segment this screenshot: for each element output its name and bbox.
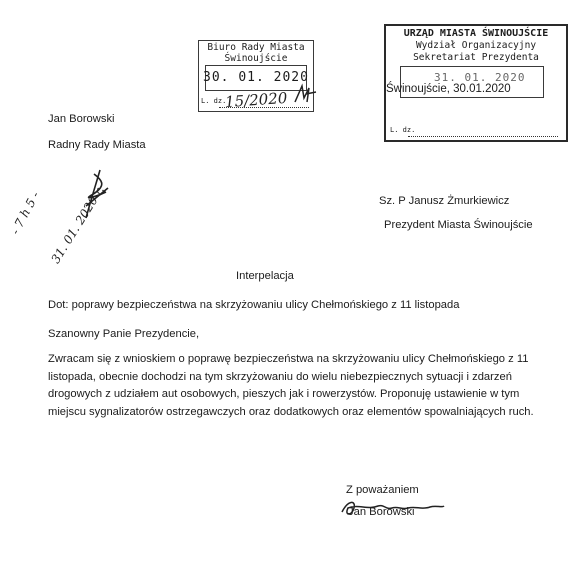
document-title: Interpelacja [236,270,294,282]
recipient-line1: Sz. P Janusz Żmurkiewicz [379,195,510,207]
body-line: miejscu sygnalizatorów ostrzegawczych oraz dodatkowych oraz elementów spowalniających ruch. [48,405,534,418]
stamp-biuro-date: 30. 01. 2020 [203,70,309,85]
stamp-urzad-ldz-label: L. dz. [390,126,416,134]
sender-name: Jan Borowski [48,113,115,125]
sender-role: Radny Rady Miasta [48,139,146,151]
handwritten-note-line2: 31. 01. 2020 r. [48,183,108,266]
stamp-urzad-line2: Wydział Organizacyjny [415,40,537,51]
place-date: Świnoujście, 30.01.2020 [386,83,511,95]
initials-scribble-icon [292,82,318,106]
signature-name: Jan Borowski [348,506,415,518]
handwritten-note-line1: - 7 h 5 - [8,189,43,237]
body-paragraph [48,351,534,421]
stamp-urzad-line3: Sekretariat Prezydenta [413,52,539,63]
closing: Z poważaniem [346,484,419,496]
stamp-biuro-ldz-handwritten: 15/2020 [224,88,288,112]
body-line: listopada, obecnie dochodzi na tym skrzyżowaniu do wielu niebezpiecznych sytuacji i zdarzeń [48,370,512,383]
body-line: drogowych z udziałem aut osobowych, pieszych jak i rowerzystów. Proponuję ustawienie w tym [48,388,520,400]
stamp-biuro-line2: Świnoujście [224,53,288,64]
stamp-urzad-ldz-line [408,136,558,137]
stamp-urzad-line1: URZĄD MIASTA ŚWINOUJŚCIE [403,28,549,39]
signature-scribble-icon [78,166,112,226]
recipient-line2: Prezydent Miasta Świnoujście [384,219,533,231]
stamp-urzad-date: 31. 01. 2020 [434,71,526,84]
stamp-biuro-ldz-label: L. dz. [201,97,227,105]
subject-line: Dot: poprawy bezpieczeństwa na skrzyżowaniu ulicy Chełmońskiego z 11 listopada [48,299,460,311]
stamp-biuro-line1: Biuro Rady Miasta [207,42,305,53]
salutation: Szanowny Panie Prezydencie, [48,328,200,340]
body-line: Zwracam się z wnioskiem o poprawę bezpieczeństwa na skrzyżowaniu ulicy Chełmońskiego z 11 [48,353,529,365]
